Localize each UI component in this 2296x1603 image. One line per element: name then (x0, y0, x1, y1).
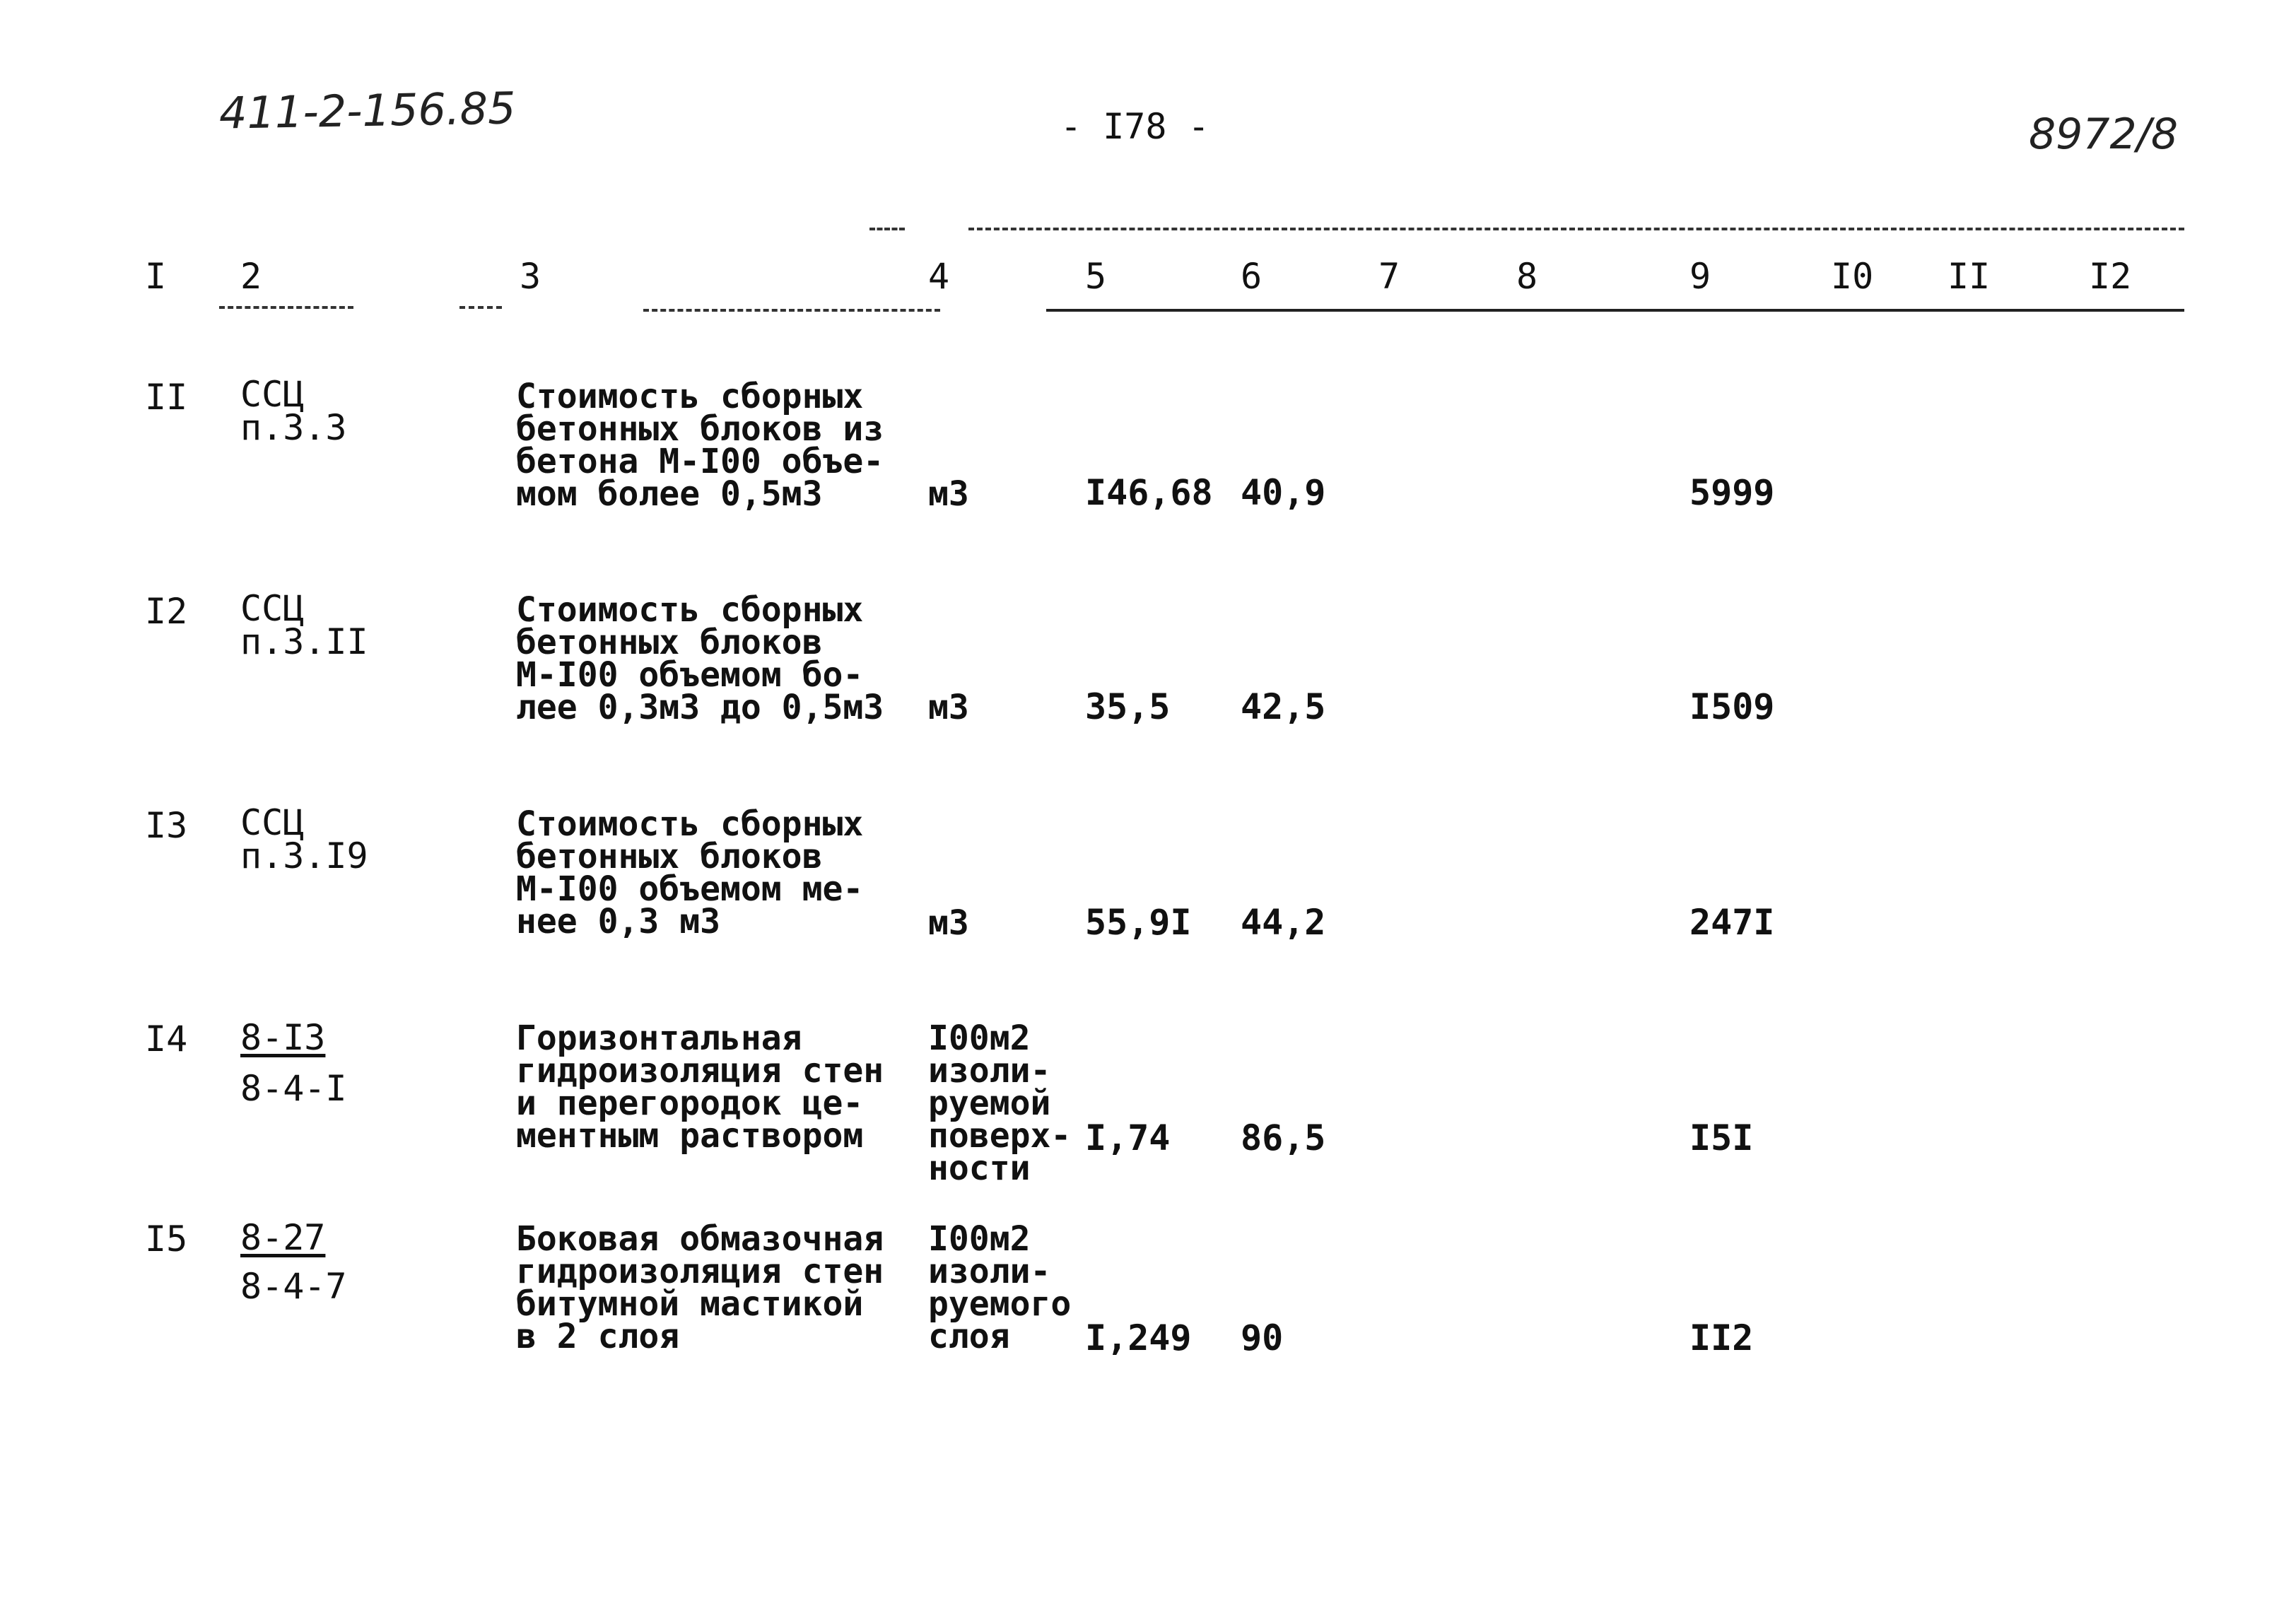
row-code-numerator: 8-27 (240, 1217, 326, 1258)
row-number: I3 (145, 805, 188, 846)
column-header-9: 9 (1689, 256, 1711, 297)
row-description: Стоимость сборных бетонных блоков из бетона М-I00 объе- мом более 0,5м3 (516, 377, 884, 514)
header-bottom-rule (1046, 309, 2184, 312)
row-unit: м3 (928, 474, 969, 514)
row-price: 42,5 (1241, 686, 1326, 727)
row-code-item: п.3.3 (240, 407, 347, 448)
column-header-11: II (1948, 256, 1991, 297)
row-code-item: п.3.I9 (240, 835, 368, 876)
row-quantity: 35,5 (1085, 686, 1171, 727)
row-code-item: п.3.II (240, 621, 368, 662)
row-price: 40,9 (1241, 472, 1326, 513)
row-code-numerator: 8-I3 (240, 1017, 326, 1058)
row-unit: I00м2 изоли- руемой поверх- ности (928, 1018, 1072, 1188)
column-header-5: 5 (1085, 256, 1107, 297)
column-header-4: 4 (928, 256, 950, 297)
header-bottom-rule-col2 (219, 306, 353, 309)
row-description: Стоимость сборных бетонных блоков М-I00 объемом бо- лее 0,3м3 до 0,5м3 (516, 590, 884, 727)
row-description: Горизонтальная гидроизоляция стен и перегородок це- ментным раствором (516, 1018, 884, 1156)
column-header-1: I (145, 256, 167, 297)
row-number: II (145, 377, 188, 418)
document-code: 411-2-156.85 (218, 82, 517, 139)
column-header-12: I2 (2089, 256, 2132, 297)
row-number: I2 (145, 591, 188, 632)
row-description: Боковая обмазочная гидроизоляция стен битумной мастикой в 2 слоя (516, 1219, 884, 1356)
row-quantity: 55,9I (1085, 902, 1192, 943)
column-header-2: 2 (240, 256, 262, 297)
column-header-3: 3 (520, 256, 541, 297)
header-top-rule (968, 228, 2184, 230)
row-code: ССЦ (240, 588, 305, 629)
row-code-denominator: 8-4-I (240, 1068, 347, 1109)
row-total: 247I (1689, 902, 1775, 943)
row-quantity: I,249 (1085, 1317, 1192, 1358)
header-bottom-rule-col3a (459, 306, 502, 309)
row-total: 5999 (1689, 472, 1775, 513)
row-price: 90 (1241, 1317, 1284, 1358)
row-number: I4 (145, 1018, 188, 1059)
column-header-8: 8 (1516, 256, 1538, 297)
header-bottom-rule-col3b (643, 309, 940, 312)
page-number: - I78 - (1060, 106, 1210, 147)
column-header-10: I0 (1831, 256, 1874, 297)
row-code: ССЦ (240, 374, 305, 415)
header-top-rule-left (869, 228, 905, 230)
row-total: I5I (1689, 1117, 1754, 1158)
row-unit: м3 (928, 688, 969, 727)
row-price: 44,2 (1241, 902, 1326, 943)
row-unit: I00м2 изоли- руемого слоя (928, 1219, 1072, 1356)
row-code-denominator: 8-4-7 (240, 1266, 347, 1307)
column-header-7: 7 (1378, 256, 1400, 297)
row-price: 86,5 (1241, 1117, 1326, 1158)
row-description: Стоимость сборных бетонных блоков М-I00 объемом ме- нее 0,3 м3 (516, 804, 864, 941)
row-quantity: I,74 (1085, 1117, 1171, 1158)
row-code: ССЦ (240, 802, 305, 843)
column-header-6: 6 (1241, 256, 1263, 297)
row-total: I509 (1689, 686, 1775, 727)
row-unit: м3 (928, 903, 969, 943)
row-total: II2 (1689, 1317, 1754, 1358)
row-number: I5 (145, 1219, 188, 1260)
sheet-number: 8972/8 (2029, 110, 2179, 159)
row-quantity: I46,68 (1085, 472, 1213, 513)
